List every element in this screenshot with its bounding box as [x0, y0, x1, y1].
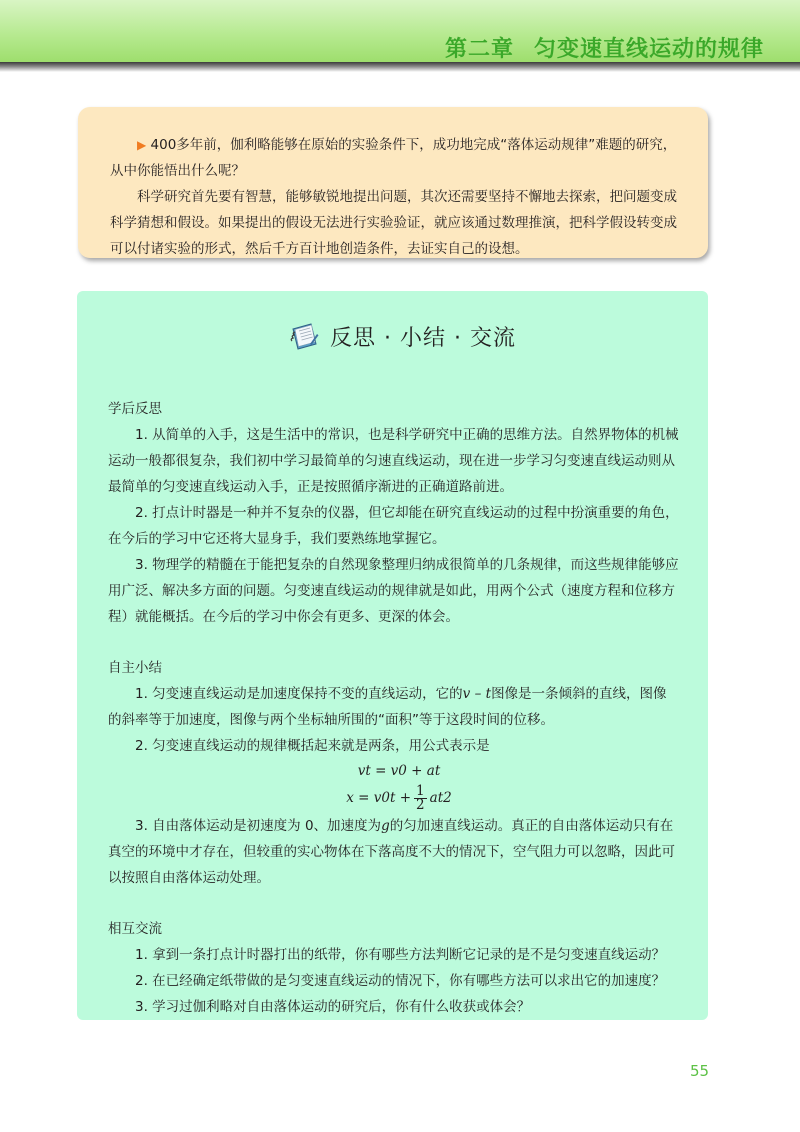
reflection-item: 3. 物理学的精髓在于能把复杂的自然现象整理归纳成很简单的几条规律，而这些规律能够应用广泛、解决多方面的问题。匀变速直线运动的规律就是如此，用两个公式（速度方程和位移方程）就能概括。在今后的学习中你会有更多、更深的体会。	[108, 557, 679, 625]
summary-heading: 自主小结	[108, 660, 162, 676]
velocity-formula-text: vt = v0 + at	[357, 763, 441, 779]
section-title: 反思 · 小结 · 交流	[330, 325, 516, 351]
summary-item: 1. 匀变速直线运动是加速度保持不变的直线运动，它的v – t图像是一条倾斜的直线，图像的斜率等于加速度，图像与两个坐标轴所围的“面积”等于这段时间的位移。	[108, 686, 667, 728]
g-symbol: g	[381, 818, 390, 834]
reflection-heading: 学后反思	[108, 401, 162, 417]
exchange-heading: 相互交流	[108, 921, 162, 937]
chapter-title	[445, 32, 764, 63]
chapter-label: 第二章	[444, 37, 514, 62]
header-shadow	[0, 62, 800, 72]
intro-question-text: 400多年前，伽利略能够在原始的实验条件下，成功地完成“落体运动规律”难题的研究，从中你能悟出什么呢？	[110, 137, 677, 179]
summary-content	[108, 396, 680, 1020]
intro-question	[110, 132, 682, 184]
displacement-formula: x = v0t + $\frac{1}{2}$ at2	[346, 783, 452, 813]
exchange-item: 1. 拿到一条打点计时器打出的纸带，你有哪些方法判断它记录的是不是匀变速直线运动？	[135, 947, 666, 963]
velocity-formula	[108, 759, 680, 783]
page-number: 55	[690, 1062, 710, 1080]
fraction: $\frac{1}{2}$	[416, 783, 425, 813]
exchange-item: 3. 学习过伽利略对自由落体运动的研究后，你有什么收获或体会？	[135, 999, 531, 1015]
notes-icon	[288, 320, 320, 352]
intro-answer: 科学研究首先要有智慧，能够敏锐地提出问题，其次还需要坚持不懈地去探索，把问题变成科学猜想和假设。如果提出的假设无法进行实验验证，就应该通过数理推演，把科学假设转变成可以付诸实验的形式，然后千方百计地创造条件，去证实自己的设想。	[110, 189, 677, 257]
reflection-item: 1. 从简单的入手，这是生活中的常识，也是科学研究中正确的思维方法。自然界物体的机械运动一般都很复杂，我们初中学习最简单的匀速直线运动，现在进一步学习匀变速直线运动则从最简单的匀变速直线运动入手，正是按照循序渐进的正确道路前进。	[108, 427, 679, 495]
exchange-item: 2. 在已经确定纸带做的是匀变速直线运动的情况下，你有哪些方法可以求出它的加速度？	[135, 973, 666, 989]
section-header	[288, 318, 516, 354]
chapter-name: 匀变速直线运动的规律	[533, 37, 764, 62]
intro-text	[110, 132, 682, 262]
summary-item: 3. 自由落体运动是初速度为 0、加速度为g的匀加速直线运动。真正的自由落体运动只有在真空的环境中才存在，但较重的实心物体在下落高度不大的情况下，空气阻力可以忽略，因此可以按照自由落体运动处理。	[108, 818, 675, 886]
vt-symbol: v – t	[462, 686, 492, 702]
reflection-item: 2. 打点计时器是一种并不复杂的仪器，但它却能在研究直线运动的过程中扮演重要的角色，在今后的学习中它还将大显身手，我们要熟练地掌握它。	[108, 505, 679, 547]
summary-item: 2. 匀变速直线运动的规律概括起来就是两条，用公式表示是	[135, 738, 490, 754]
triangle-arrow-icon: ▶	[137, 138, 147, 152]
